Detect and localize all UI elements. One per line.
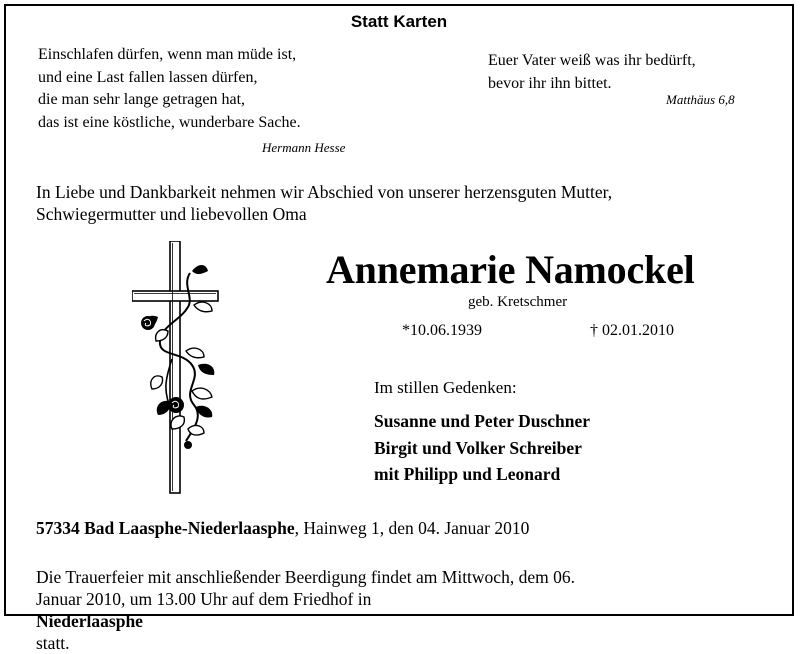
address-place: 57334 Bad Laasphe-Niederlaasphe — [36, 518, 295, 538]
poem-right-line: Euer Vater weiß was ihr bedürft, — [488, 52, 696, 69]
deceased-name: Annemarie Namockel — [326, 247, 695, 292]
intro-line: Schwiegermutter und liebevollen Oma — [36, 204, 307, 224]
poem-right-line: bevor ihr ihn bittet. — [488, 74, 612, 92]
poem-right — [488, 50, 696, 95]
poem-left-line: Einschlafen dürfen, wenn man müde ist, — [38, 46, 297, 63]
poem-left-attribution: Hermann Hesse — [262, 140, 346, 155]
header-title: Statt Karten — [350, 12, 448, 31]
obituary-notice — [4, 4, 794, 653]
poem-left-line: die man sehr lange getragen hat, — [38, 91, 246, 108]
address-line — [36, 518, 529, 539]
cross-with-roses-icon — [132, 241, 228, 497]
poem-left — [38, 44, 301, 134]
intro-text — [36, 181, 776, 225]
poem-right-attribution: Matthäus 6,8 — [666, 92, 735, 107]
poem-left-line: und eine Last fallen lassen dürfen, — [38, 68, 258, 86]
service-info — [36, 566, 575, 654]
poem-left-line: das ist eine köstliche, wunderbare Sache. — [38, 113, 301, 131]
service-line-end: statt. — [36, 633, 70, 653]
service-line-start: Januar 2010, um 13.00 Uhr auf dem Friedhof in — [36, 589, 372, 609]
birth-date: *10.06.1939 — [402, 322, 482, 339]
service-place: Niederlaasphe — [36, 611, 143, 631]
gedenken-label: Im stillen Gedenken: — [374, 378, 517, 397]
intro-line: In Liebe und Dankbarkeit nehmen wir Abschied von unserer herzensguten Mutter, — [36, 182, 613, 202]
address-rest: , Hainweg 1, den 04. Januar 2010 — [294, 518, 530, 538]
service-line: Die Trauerfeier mit anschließender Beerdigung findet am Mittwoch, dem 06. — [36, 567, 575, 587]
mourner-line: Susanne und Peter Duschner — [374, 411, 591, 431]
mourner-line: mit Philipp und Leonard — [374, 464, 561, 484]
maiden-name: geb. Kretschmer — [468, 294, 568, 310]
service-line — [36, 588, 575, 654]
mourner-line: Birgit und Volker Schreiber — [374, 437, 582, 458]
mourners-list — [374, 408, 590, 488]
death-date: † 02.01.2010 — [590, 322, 674, 339]
